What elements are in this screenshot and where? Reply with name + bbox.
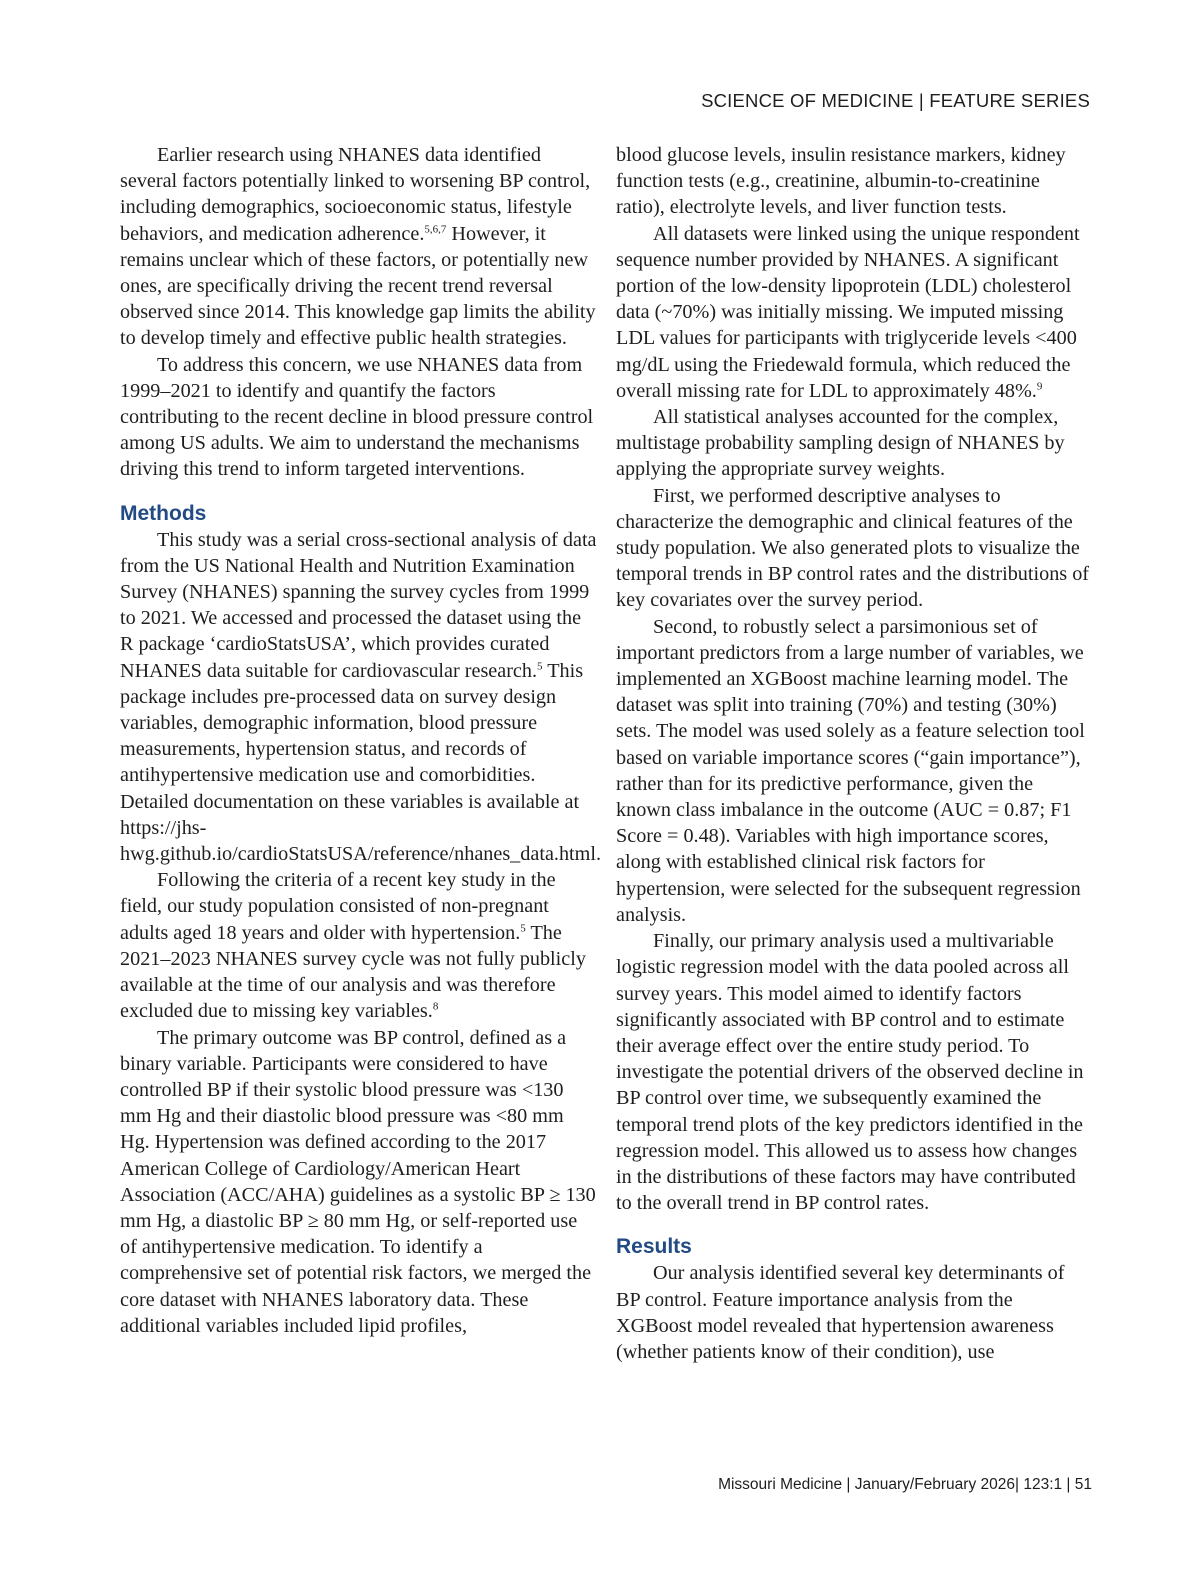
paragraph-text: The 2021–2023 NHANES survey cycle was not fully publicly available at the time of our analysis and was therefore excluded due to missing key variables. (120, 921, 586, 1023)
citation-ref: 5 (537, 659, 543, 672)
page-footer: Missouri Medicine | January/February 2026| 123:1 | 51 (718, 1476, 1092, 1493)
paragraph-text: Earlier research using NHANES data identified several factors potentially linked to worsening BP control, including demographics, socioeconomic status, lifestyle behaviors, and medication adherence. (120, 144, 591, 245)
paragraph-continued: blood glucose levels, insulin resistance markers, kidney function tests (e.g., creatinine, albumin-to-creatinine ratio), electrolyte levels, and liver function tests. (616, 144, 1066, 219)
paragraph-text: All datasets were linked using the unique respondent sequence number provided by NHANES. A significant portion of the low-density lipoprotein (LDL) cholesterol data (~70%) was initially missing. We imputed missing LDL values for participants with triglyceride levels <400 mg/dL using the Friedewald formula, which reduced the overall missing rate for LDL to approximately 48%. (616, 222, 1080, 402)
paragraph-results: Our analysis identified several key determinants of BP control. Feature importance analysis from the XGBoost model revealed that hypertension awareness (whether patients know of their condition), use (616, 1262, 1065, 1363)
citation-ref: 9 (1036, 380, 1043, 393)
results-heading: Results (616, 1235, 692, 1259)
citation-ref: 5,6,7 (424, 222, 447, 235)
paragraph-regression: Finally, our primary analysis used a multivariable logistic regression model with the data pooled across all survey years. This model aimed to identify factors significantly associated with BP control and to estimate their average effect over the entire study period. To investigate the potential drivers of the observed decline in BP control over time, we subsequently examined the temporal trend plots of the key predictors identified in the regression model. This allowed us to assess how changes in the distributions of these factors may have contributed to the overall trend in BP control rates. (616, 930, 1084, 1215)
paragraph-survey-weights: All statistical analyses accounted for the complex, multistage probability sampling design of NHANES by applying the appropriate survey weights. (616, 406, 1065, 481)
paragraph-descriptive: First, we performed descriptive analyses to characterize the demographic and clinical features of the study population. We also generated plots to visualize the temporal trends in BP control rates and the distributions of key covariates over the survey period. (616, 484, 1090, 612)
paragraph-text: This package includes pre-processed data on survey design variables, demographic information, blood pressure measurements, hypertension status, and records of antihypertensive medication use and comorbidities. Detailed documentation on these variables is available at https://jhs-hwg.github.io/cardioStatsUSA/reference/nhanes_data.html. (120, 659, 602, 866)
right-column (616, 142, 1092, 1365)
paragraph-aim: To address this concern, we use NHANES data from 1999–2021 to identify and quantify the factors contributing to the recent decline in blood pressure control among US adults. We aim to understand the mechanisms driving this trend to inform targeted interventions. (120, 353, 594, 481)
running-head: SCIENCE OF MEDICINE | FEATURE SERIES (701, 90, 1090, 111)
paragraph-xgboost: Second, to robustly select a parsimonious set of important predictors from a large number of variables, we implemented an XGBoost machine learning model. The dataset was split into training (70%) and testing (30%) sets. The model was used solely as a feature selection tool based on variable importance scores (“gain importance”), rather than for its predictive performance, given the known class imbalance in the outcome (AUC = 0.87; F1 Score = 0.48). Variables with high importance scores, along with established clinical risk factors for hypertension, were selected for the subsequent regression analysis. (616, 615, 1085, 926)
paragraph-population (120, 867, 598, 1024)
paragraph-text: Following the criteria of a recent key study in the field, our study population consisted of non-pregnant adults aged 18 years and older with hypertension. (120, 869, 556, 944)
paragraph-linking (616, 221, 1092, 404)
paragraph-text: However, it remains unclear which of these factors, or potentially new ones, are specifically driving the recent trend reversal observed since 2014. This knowledge gap limits the ability to develop timely and effective public health strategies. (120, 222, 596, 350)
methods-heading: Methods (120, 501, 207, 525)
citation-ref: 5 (520, 921, 526, 934)
paragraph-outcome: The primary outcome was BP control, defined as a binary variable. Participants were considered to have controlled BP if their systolic blood pressure was <130 mm Hg and their diastolic blood pressure was <80 mm Hg. Hypertension was defined according to the 2017 American College of Cardiology/American Heart Association (ACC/AHA) guidelines as a systolic BP ≥ 130 mm Hg, a diastolic BP ≥ 80 mm Hg, or self-reported use of antihypertensive medication. To identify a comprehensive set of potential risk factors, we merged the core dataset with NHANES laboratory data. These additional variables included lipid profiles, (120, 1026, 596, 1337)
paragraph-background (120, 142, 598, 352)
paragraph-study-design (120, 527, 602, 868)
paragraph-text: This study was a serial cross-sectional analysis of data from the US National Health and Nutrition Examination Survey (NHANES) spanning the survey cycles from 1999 to 2021. We accessed and processed the dataset using the R package ‘cardioStatsUSA’, which provides curated NHANES data suitable for cardiovascular research. (120, 528, 597, 682)
left-column (120, 142, 602, 1339)
citation-ref: 8 (432, 1000, 439, 1013)
